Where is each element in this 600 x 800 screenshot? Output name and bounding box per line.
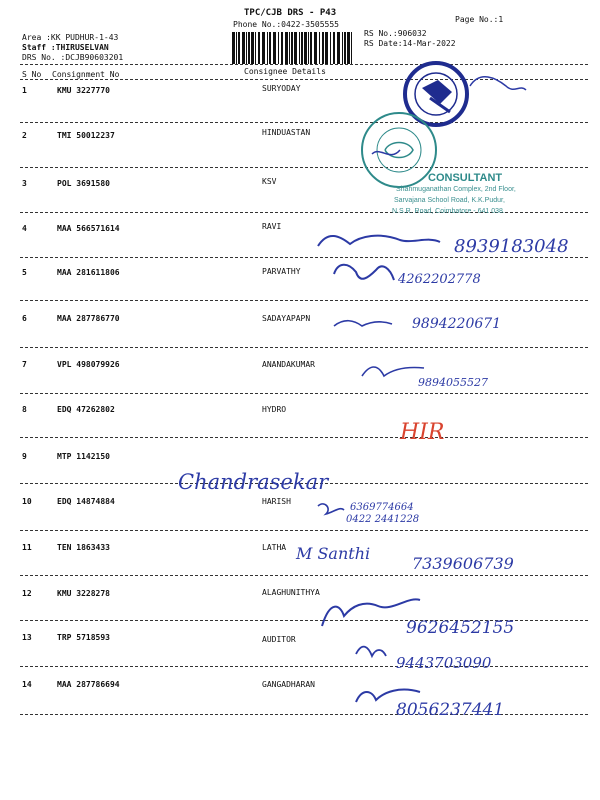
signature-row5 — [334, 265, 394, 280]
row-serial: 13 — [22, 633, 32, 642]
stamp-address-2: Sarvajana School Road, K.K.Pudur, — [394, 197, 505, 204]
row-consignee: LATHA — [262, 543, 287, 552]
row-serial: 11 — [22, 543, 32, 552]
row-serial: 7 — [22, 360, 27, 369]
row-consignee: HARISH — [262, 497, 291, 506]
row-serial: 1 — [22, 86, 27, 95]
handwritten-phone-row6: 9894220671 — [412, 316, 502, 332]
row-serial: 5 — [22, 268, 27, 277]
handwritten-phone-row14: 8056237441 — [396, 700, 505, 720]
row-consignee: PARVATHY — [262, 267, 301, 276]
handwritten-phone-row10a: 6369774664 — [350, 502, 414, 513]
row-serial: 3 — [22, 179, 27, 188]
page-number: Page No.:1 — [455, 15, 504, 24]
row-consignment: TEN 1863433 — [57, 543, 110, 552]
rs-date: RS Date:14-Mar-2022 — [364, 39, 456, 48]
row-consignment: MAA 287786770 — [57, 314, 120, 323]
column-header-consignment: Consignment No — [52, 70, 120, 79]
handwritten-mark-row8: HIR — [400, 420, 445, 445]
row-consignment: MAA 566571614 — [57, 224, 120, 233]
row-serial: 8 — [22, 405, 27, 414]
column-header-consignee: Consignee Details — [244, 67, 326, 76]
handwritten-phone-row4: 8939183048 — [454, 236, 569, 257]
row-consignment: TRP 5718593 — [57, 633, 110, 642]
row-consignment: MAA 287786694 — [57, 680, 120, 689]
row-consignment: EDQ 47262802 — [57, 405, 115, 414]
handwritten-phone-row12: 9626452155 — [406, 618, 515, 638]
handwritten-phone-row7: 9894055527 — [418, 376, 488, 389]
row-consignee: SURYODAY — [262, 84, 301, 93]
area-label: Area :KK PUDHUR-1-43 — [22, 33, 119, 42]
handwritten-phone-row10b: 0422 2441228 — [346, 514, 420, 525]
row-consignee: ALAGHUNITHYA — [262, 588, 320, 597]
row-serial: 6 — [22, 314, 27, 323]
handwritten-phone-row11: 7339606739 — [412, 554, 514, 573]
row-consignee: HINDUASTAN — [262, 128, 311, 137]
drs-number: DRS No. :DCJB90603201 — [22, 53, 124, 62]
stamp-address-3: N.S.R. Road, Coimbatore - 641 038. — [392, 208, 505, 215]
row-consignment: EDQ 14874884 — [57, 497, 115, 506]
handwritten-name-row9: Chandrasekar — [178, 470, 329, 494]
row-serial: 9 — [22, 452, 27, 461]
stamp-company: CONSULTANT — [428, 172, 503, 184]
document-title: TPC/CJB DRS - P43 — [244, 8, 337, 18]
row-serial: 4 — [22, 224, 27, 233]
row-consignment: TMI 50012237 — [57, 131, 115, 140]
row-consignment: MTP 1142150 — [57, 452, 110, 461]
row-consignee: ANANDAKUMAR — [262, 360, 315, 369]
rs-number: RS No.:906032 — [364, 29, 427, 38]
row-serial: 2 — [22, 131, 27, 140]
handwritten-phone-row5: 4262202778 — [398, 272, 481, 287]
row-consignee: SADAYAPAPN — [262, 314, 311, 323]
signature-row4 — [318, 236, 440, 246]
row-consignee: RAVI — [262, 222, 282, 231]
row-consignee: GANGADHARAN — [262, 680, 315, 689]
row-consignee: HYDRO — [262, 405, 287, 414]
handwritten-phone-row13: 9443703090 — [396, 654, 492, 672]
handwritten-name-row11: M Santhi — [296, 544, 371, 563]
row-consignment: MAA 281611806 — [57, 268, 120, 277]
row-serial: 12 — [22, 589, 32, 598]
row-consignee: KSV — [262, 177, 277, 186]
row-serial: 14 — [22, 680, 32, 689]
signature-row10 — [318, 504, 344, 514]
row-consignment: POL 3691580 — [57, 179, 110, 188]
row-consignee: AUDITOR — [262, 635, 296, 644]
row-serial: 10 — [22, 497, 32, 506]
signature-row13 — [356, 647, 386, 656]
row-consignment: KMU 3228278 — [57, 589, 110, 598]
column-header-sno: S No — [22, 70, 42, 79]
staff-label: Staff :THIRUSELVAN — [22, 43, 109, 52]
row-consignment: VPL 498079926 — [57, 360, 120, 369]
signature-row6 — [334, 321, 392, 326]
phone-number: Phone No.:0422-3505555 — [233, 20, 339, 29]
row-consignment: KMU 3227770 — [57, 86, 110, 95]
signature-row7 — [362, 367, 424, 376]
stamp-address-1: Shanmuganathan Complex, 2nd Floor, — [396, 186, 516, 193]
